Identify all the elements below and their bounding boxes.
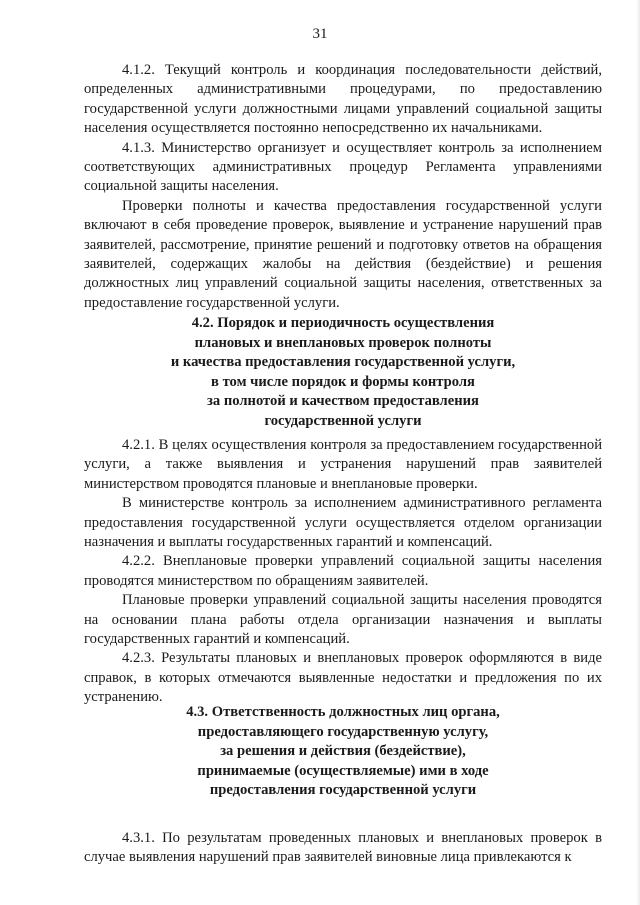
heading-4-2-line: плановых и внеплановых проверок полноты [194, 334, 492, 351]
heading-4-2-line: и качества предоставления государственной услуги, [170, 354, 516, 371]
heading-4-3-line: предоставления государственной услуги [209, 782, 477, 799]
scan-edge-shadow [636, 0, 640, 905]
heading-4-2-line: 4.2. Порядок и периодичность осуществления [191, 315, 495, 331]
heading-4-3-line: за решения и действия (бездействие), [220, 743, 466, 760]
heading-4-2 [84, 314, 602, 432]
section-4-3-paragraphs [84, 829, 602, 868]
paragraph-4-2-3: 4.2.3. Результаты плановых и внеплановых проверок оформляются в виде справок, в которых отмечаются выявленные недостатки и предложения по их устранению. [84, 650, 602, 706]
heading-4-3-line: принимаемые (осуществляемые) ими в ходе [197, 762, 489, 779]
paragraph-4-2-2: 4.2.2. Внеплановые проверки управлений социальной защиты населения проводятся министерством по обращениям заявителей. [84, 553, 602, 589]
heading-4-2-line: за полнотой и качеством предоставления [207, 393, 479, 410]
paragraph-4-1-3: 4.1.3. Министерство организует и осуществляет контроль за исполнением соответствующих административных процедур Регламента управлениями социальной защиты населения. [84, 139, 602, 195]
section-4-2-paragraphs [84, 436, 602, 708]
page-number: 31 [312, 26, 328, 42]
heading-4-3 [84, 703, 602, 801]
heading-4-3-line: предоставляющего государственную услугу, [197, 723, 489, 740]
paragraph-4-3-1: 4.3.1. По результатам проведенных плановых и внеплановых проверок в случае выявления нарушений прав заявителей виновные лица привлекаются к [84, 830, 602, 866]
paragraph-planned-inspections: Плановые проверки управлений социальной защиты населения проводятся на основании плана работы отдела организации назначения и выплаты государственных гарантий и компенсаций. [84, 592, 602, 648]
heading-4-2-line: государственной услуги [264, 412, 422, 429]
section-4-1-paragraphs [84, 61, 602, 313]
heading-4-3-line: 4.3. Ответственность должностных лиц органа, [186, 704, 500, 720]
paragraph-4-2-1: 4.2.1. В целях осуществления контроля за предоставлением государственной услуги, а также выявления и устранения нарушений прав заявителей министерством проводятся плановые и внеплановые проверки. [84, 437, 602, 492]
paragraph-4-1-2: 4.1.2. Текущий контроль и координация последовательности действий, определенных административными процедурами, по предоставлению государственной услуги должностными лицами управлений социальной защиты населения осуществляется постоянно непосредственно их начальниками. [84, 62, 602, 137]
heading-4-2-line: в том числе порядок и формы контроля [211, 373, 475, 390]
paragraph-inspections-scope: Проверки полноты и качества предоставления государственной услуги включают в себя проведение проверок, выявление и устранение нарушений прав заявителей, рассмотрение, принятие решений и подготовку ответов на обращения заявителей, содержащих жалобы на действия (бездействие) и решения должностных лиц управлений социальной защиты населения, ответственных за предоставление государственной услуги. [84, 197, 602, 311]
paragraph-ministry-control: В министерстве контроль за исполнением административного регламента предоставления государственной услуги осуществляется отделом организации назначения и выплаты государственных гарантий и компенсаций. [84, 495, 602, 551]
